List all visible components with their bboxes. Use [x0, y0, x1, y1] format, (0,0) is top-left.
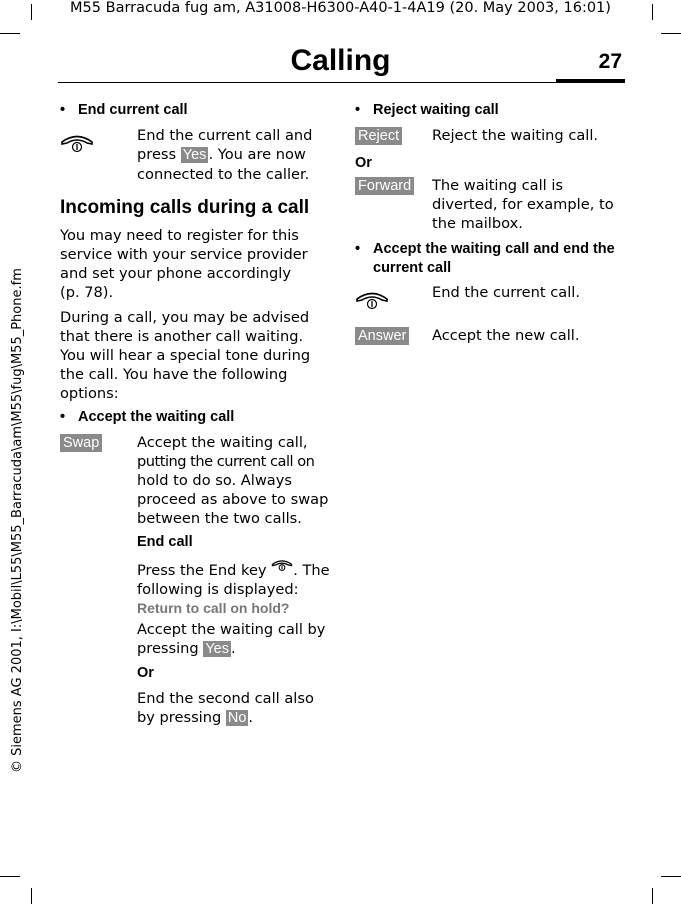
page-header: M55 Barracuda fug am, A31008-H6300-A40-1-4A19 (20. May 2003, 16:01)	[70, 0, 611, 16]
no-softkey: No	[227, 710, 247, 726]
crop-mark	[31, 888, 32, 904]
end-call-key-icon	[60, 132, 94, 154]
or-label: Or	[137, 665, 154, 681]
reject-text: Reject the waiting call.	[432, 127, 599, 144]
forward-text: The waiting call is diverted, for example, to the mailbox.	[432, 177, 614, 232]
bullet-end-current-call: • End current call	[60, 102, 188, 118]
yes-softkey: Yes	[182, 147, 207, 163]
answer-text: Accept the new call.	[432, 327, 580, 344]
bullet-accept-waiting: • Accept the waiting call	[60, 409, 235, 425]
yes-softkey: Yes	[205, 641, 229, 657]
end-call-text: Press the End key . The following is displayed: Return to call on hold?	[137, 558, 332, 618]
crop-mark	[652, 888, 653, 904]
incoming-para-1: You may need to register for this service with your service provider and set your phone accordingly (p. 78).	[60, 227, 308, 301]
side-footer: © Siemens AG 2001, I:\Mobil\L55\M55_Barracuda\am\M55\fug\M55_Phone.fm	[10, 268, 25, 773]
or-label: Or	[355, 155, 372, 171]
end-call-key-icon	[355, 289, 389, 311]
section-heading-incoming: Incoming calls during a call	[60, 197, 310, 218]
end-second-call-text: End the second call also by pressing No .	[137, 690, 314, 726]
accept-waiting-text: Accept the waiting call, putting the current call on hold to do so. Always proceed as above to swap between the two calls.	[137, 434, 329, 527]
reject-softkey: Reject	[355, 127, 402, 145]
bullet-accept-and-end: • Accept the waiting call and end the current call	[355, 241, 615, 276]
crop-mark	[661, 33, 681, 34]
end-current-call-text: End the current call and press Yes . You are now connected to the caller.	[137, 127, 313, 183]
forward-softkey: Forward	[355, 177, 414, 195]
page-title: Calling	[290, 44, 391, 77]
page-number: 27	[598, 50, 622, 73]
crop-mark	[0, 33, 20, 34]
incoming-para-2: During a call, you may be advised that there is another call waiting. You will hear a special tone during the call. You have the following options:	[60, 309, 311, 402]
title-rule	[58, 82, 625, 83]
end-call-subheading: End call	[137, 534, 193, 550]
bullet-reject-waiting: • Reject waiting call	[355, 102, 499, 118]
display-text: Return to call on hold?	[137, 600, 290, 616]
end-current-text: End the current call.	[432, 284, 580, 301]
accept-by-yes-text: Accept the waiting call by pressing Yes .	[137, 621, 326, 657]
crop-mark	[661, 876, 681, 877]
swap-softkey: Swap	[60, 434, 102, 452]
end-call-key-icon	[271, 558, 293, 572]
page-number-rule	[556, 79, 625, 82]
crop-mark	[0, 876, 20, 877]
answer-softkey: Answer	[355, 327, 409, 345]
